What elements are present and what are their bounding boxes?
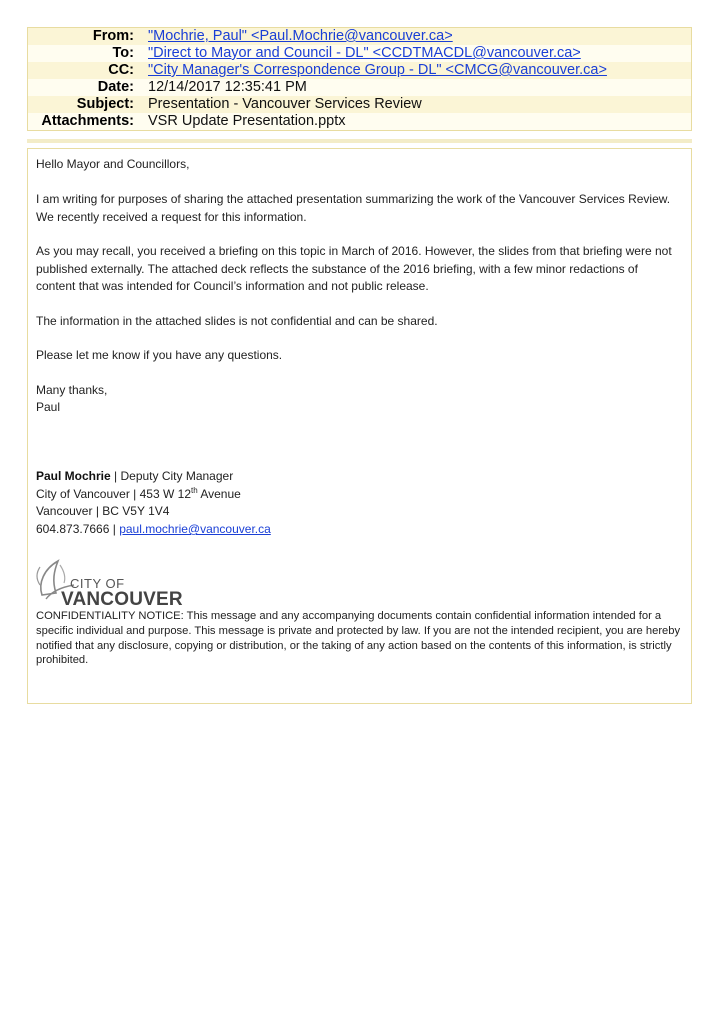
signature-name: Paul Mochrie — [36, 469, 111, 483]
signature-separator: | — [109, 522, 120, 536]
from-row — [28, 28, 691, 45]
logo-vancouver: VANCOUVER — [61, 589, 183, 610]
email-body — [27, 148, 692, 704]
subject-value: Presentation - Vancouver Services Review — [148, 96, 422, 112]
date-label: Date: — [97, 79, 134, 95]
to-row — [28, 45, 691, 62]
signature-phone: 604.873.7666 — [36, 522, 110, 536]
signature-separator: | — [110, 469, 121, 483]
attachments-row — [28, 113, 691, 130]
logo-city-of: CITY OF — [70, 576, 125, 591]
signature-city: Vancouver — [36, 504, 93, 518]
closing: Many thanks, — [36, 383, 108, 397]
body-paragraph-4: Please let me know if you have any questions. — [36, 348, 283, 362]
cc-label: CC: — [108, 62, 134, 78]
attachments-label: Attachments: — [41, 113, 134, 129]
header-divider — [27, 139, 692, 143]
signature-separator: | — [129, 487, 140, 501]
signature-org-line — [36, 486, 241, 501]
closing-name: Paul — [36, 400, 61, 414]
to-label: To: — [112, 45, 134, 61]
signature-title: Deputy City Manager — [120, 469, 234, 483]
attachment-file[interactable]: VSR Update Presentation.pptx — [148, 113, 346, 129]
cc-value[interactable]: "City Manager's Correspondence Group - DL" <CMCG@vancouver.ca> — [148, 62, 607, 78]
from-value[interactable]: "Mochrie, Paul" <Paul.Mochrie@vancouver.ca> — [148, 28, 453, 44]
email-header — [27, 27, 692, 131]
signature-address-suffix: th — [191, 486, 198, 495]
signature-address: 453 W 12 — [139, 487, 191, 501]
subject-label: Subject: — [76, 96, 134, 112]
date-value: 12/14/2017 12:35:41 PM — [148, 79, 307, 95]
date-row — [28, 79, 691, 96]
signature-contact-line — [36, 522, 271, 536]
to-value[interactable]: "Direct to Mayor and Council - DL" <CCDTMACDL@vancouver.ca> — [148, 45, 581, 61]
from-label: From: — [92, 28, 134, 44]
body-paragraph-2: As you may recall, you received a briefing on this topic in March of 2016. However, the slides from that briefing were not published externally. The attached deck reflects the substance of the 2016 briefing, with a few minor redactions of content that was intended for Council’s information and not public release. — [36, 244, 672, 293]
body-paragraph-3: The information in the attached slides is not confidential and can be shared. — [36, 314, 438, 328]
city-of-vancouver-logo — [34, 555, 183, 610]
signature-postal: BC V5Y 1V4 — [102, 504, 170, 518]
signature-name-line — [36, 469, 233, 483]
signature-address-rest: Avenue — [197, 487, 241, 501]
greeting: Hello Mayor and Councillors, — [36, 157, 190, 171]
cc-row — [28, 62, 691, 79]
confidentiality-notice: CONFIDENTIALITY NOTICE: This message and any accompanying documents contain confidential information intended for a specific individual and purpose. This message is private and protected by law. If you are not the intended recipient, you are hereby notified that any disclosure, copying or distribution, or the taking of any action based on the contents of this information, is strictly prohibited. — [36, 610, 681, 667]
signature-email-link[interactable]: paul.mochrie@vancouver.ca — [119, 522, 271, 536]
signature-org: City of Vancouver — [36, 487, 130, 501]
signature-separator: | — [92, 504, 103, 518]
subject-row — [28, 96, 691, 113]
body-paragraph-1: I am writing for purposes of sharing the attached presentation summarizing the work of the Vancouver Services Review. We recently received a request for this information. — [36, 192, 671, 224]
signature-city-line — [36, 504, 169, 518]
